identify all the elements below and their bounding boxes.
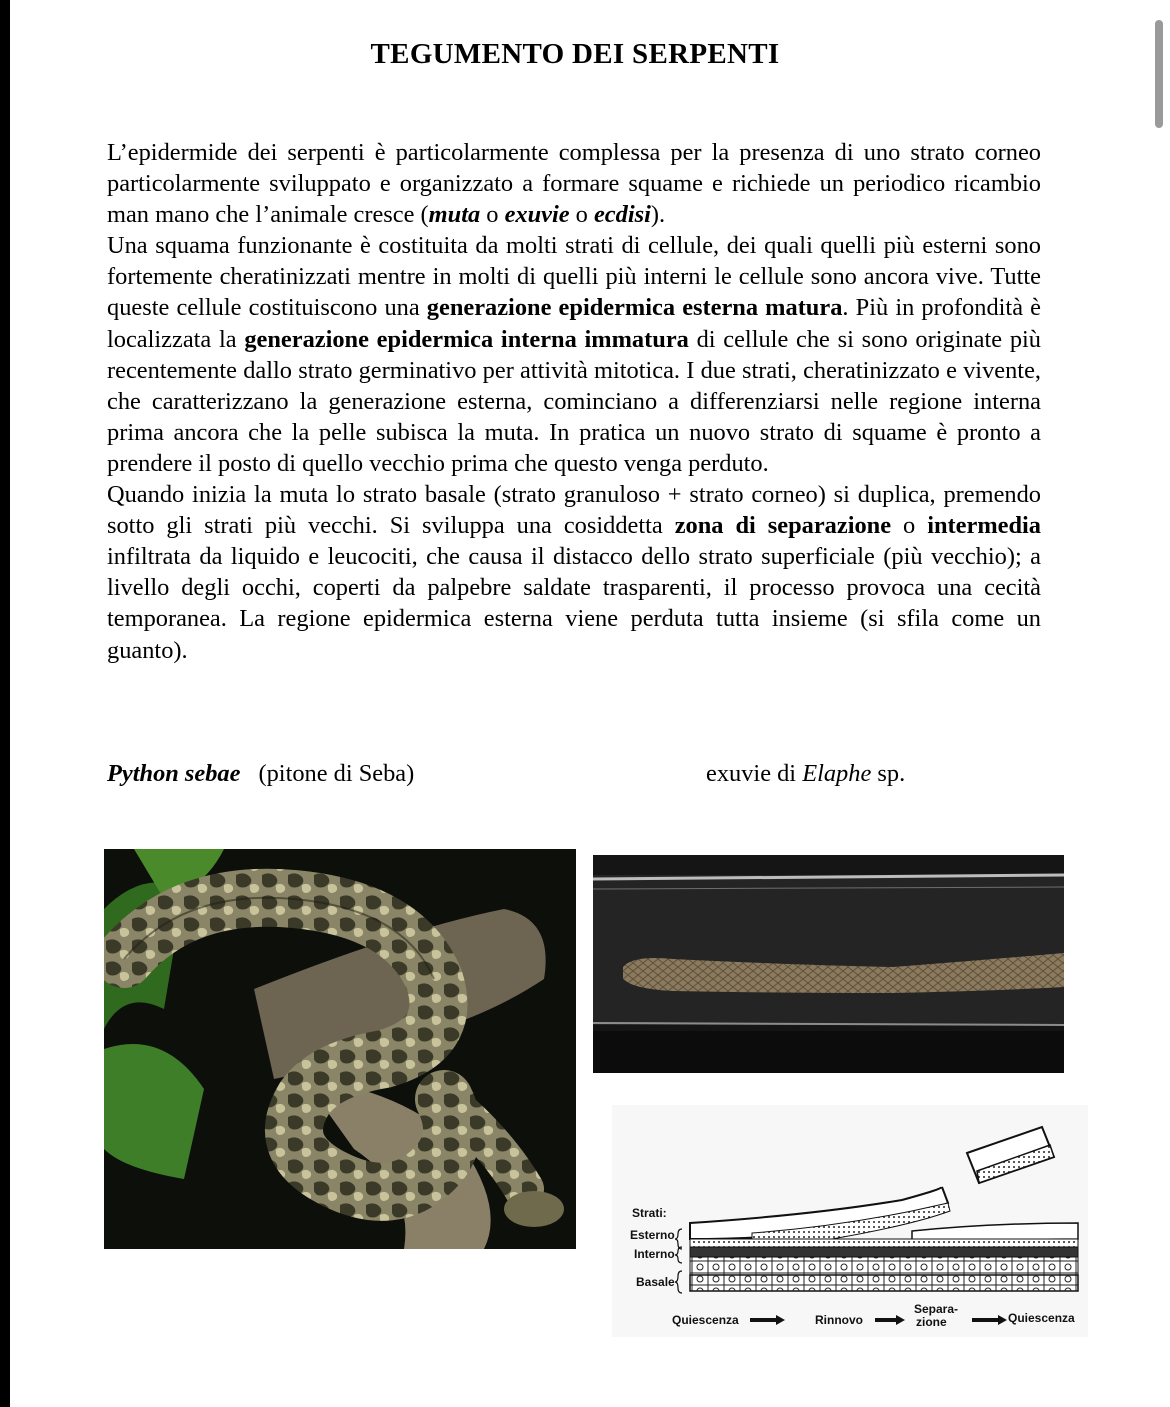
term-muta: muta	[428, 201, 481, 229]
text-run: o	[480, 201, 505, 229]
paragraph-2	[107, 230, 1041, 479]
label-strati: Strati:	[632, 1206, 667, 1220]
label-basale: Basale	[636, 1275, 675, 1289]
stage-separazione-1: Separa-	[914, 1302, 959, 1316]
molting-diagram	[612, 1105, 1088, 1337]
caption-species: Python sebae	[107, 760, 241, 787]
caption-suffix: sp.	[871, 760, 906, 787]
exuvie-illustration	[593, 855, 1064, 1073]
term-generazione-esterna: generazione epidermica esterna matura	[426, 294, 843, 322]
stage-rinnovo: Rinnovo	[815, 1313, 863, 1327]
term-zona-separazione: zona di separazione	[674, 512, 892, 540]
stage-quiescenza-1: Quiescenza	[672, 1313, 739, 1327]
paragraph-1	[107, 137, 1041, 230]
text-run: . Più in profondità è localizzata la	[107, 294, 1041, 353]
exuvie-photo	[593, 855, 1064, 1073]
term-exuvie: exuvie	[504, 201, 570, 229]
label-esterno: Esterno	[630, 1228, 675, 1242]
text-run: o	[569, 201, 594, 229]
stage-separazione-2: zione	[916, 1315, 947, 1329]
caption-common-name: (pitone di Seba)	[258, 760, 415, 787]
text-run: di cellule che si sono originate più recentemente dallo strato germinativo per attività mitotica. I due strati, cheratinizzato e vivente, che caratterizzano la generazione esterna, cominciano a differenziarsi nelle regione interna prima ancora che la pelle subisca la muta. In pratica un nuovo strato di squame è pronto a prendere il posto di quello vecchio prima che questo venga perduto.	[107, 325, 1041, 477]
scrollbar-thumb[interactable]	[1155, 20, 1163, 128]
paragraph-3	[107, 479, 1041, 666]
text-run: L’epidermide dei serpenti è particolarmente complessa per la presenza di uno strato corneo particolarmente sviluppato e organizzato a formare squame e richiede un periodico ricambio man mano che l’animale cresce (	[107, 139, 1041, 229]
text-run: Una squama funzionante è costituita da molti strati di cellule, dei quali quelli più esterni sono fortemente cheratinizzati mentre in molti di quelli più interni le cellule sono ancora vive. Tutte queste cellule costituiscono una	[107, 232, 1041, 322]
caption-python	[107, 760, 414, 788]
text-run: infiltrata da liquido e leucociti, che causa il distacco dello strato superficiale (più vecchio); a livello degli occhi, coperti da palpebre saldate trasparenti, il processo provoca una cecità temporanea. La regione epidermica esterna viene perduta tutta insieme (si sfila come un guanto).	[107, 543, 1041, 664]
caption-prefix: exuvie di	[706, 760, 803, 787]
molting-diagram-svg	[612, 1105, 1088, 1337]
caption-genus: Elaphe	[802, 760, 872, 787]
text-run: o	[891, 512, 928, 540]
term-intermedia: intermedia	[927, 512, 1041, 540]
text-run: Quando inizia la muta lo strato basale (strato granuloso + strato corneo) si duplica, premendo sotto gli strati più vecchi. Si sviluppa una cosiddetta	[107, 481, 1041, 540]
body-text	[107, 137, 1041, 666]
python-photo	[104, 849, 576, 1249]
caption-exuvie	[706, 760, 905, 788]
page-title: TEGUMENTO DEI SERPENTI	[370, 38, 780, 70]
label-interno: Interno	[634, 1247, 675, 1261]
text-run: ).	[650, 201, 666, 229]
python-illustration	[104, 849, 576, 1249]
stage-quiescenza-2: Quiescenza	[1008, 1311, 1075, 1325]
scrollbar[interactable]	[1150, 0, 1170, 1407]
term-generazione-interna: generazione epidermica interna immatura	[244, 325, 689, 353]
term-ecdisi: ecdisi	[593, 201, 651, 229]
